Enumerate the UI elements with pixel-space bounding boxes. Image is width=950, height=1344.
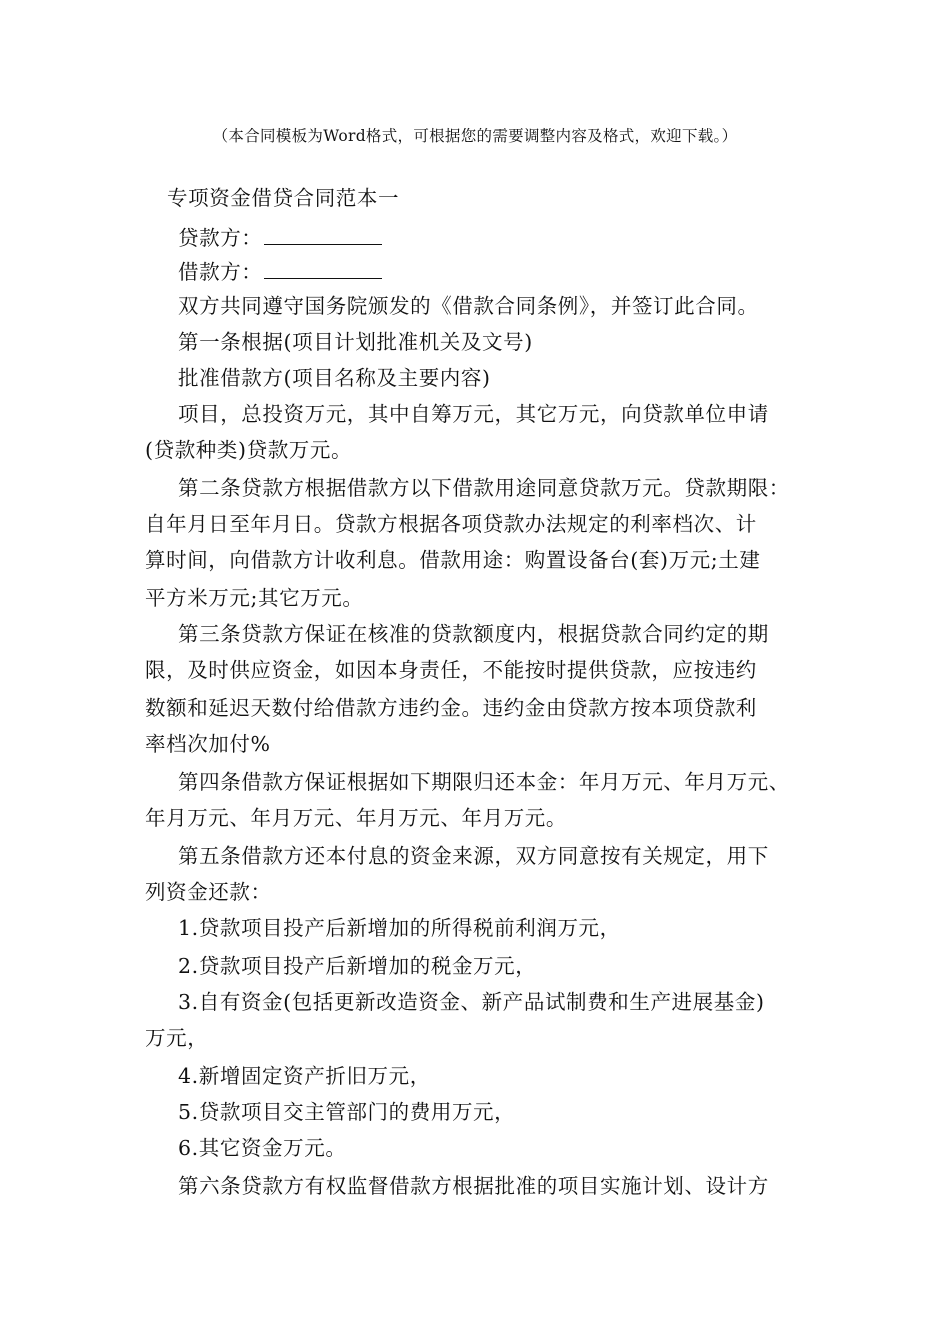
paragraph-line: 第六条贷款方有权监督借款方根据批准的项目实施计划、设计方	[178, 1174, 769, 1198]
paragraph-line: 率档次加付%	[145, 732, 271, 756]
document-title: 专项资金借贷合同范本一	[167, 186, 400, 210]
paragraph-line: 自年月日至年月日。贷款方根据各项贷款办法规定的利率档次、计	[145, 512, 757, 536]
lender-blank-line	[264, 226, 382, 245]
paragraph-line: 双方共同遵守国务院颁发的《借款合同条例》，并签订此合同。	[178, 294, 759, 318]
paragraph-line: 1.贷款项目投产后新增加的所得税前利润万元，	[178, 916, 621, 940]
paragraph-line: 5.贷款项目交主管部门的费用万元，	[178, 1100, 516, 1124]
paragraph-line: 万元，	[145, 1026, 209, 1050]
borrower-blank-line	[264, 260, 382, 279]
paragraph-line: 数额和延迟天数付给借款方违约金。违约金由贷款方按本项贷款利	[145, 696, 757, 720]
paragraph-line: 第二条贷款方根据借款方以下借款用途同意贷款万元。贷款期限：	[178, 476, 790, 500]
paragraph-line: 2.贷款项目投产后新增加的税金万元，	[178, 954, 537, 978]
paragraph-line: 列资金还款：	[145, 880, 272, 904]
paragraph-line: 限，及时供应资金，如因本身责任，不能按时提供贷款，应按违约	[145, 658, 757, 682]
paragraph-line: 第三条贷款方保证在核准的贷款额度内，根据贷款合同约定的期	[178, 622, 769, 646]
paragraph-line: 3.自有资金(包括更新改造资金、新产品试制费和生产进展基金)	[178, 990, 765, 1014]
paragraph-line: 第一条根据(项目计划批准机关及文号)	[178, 330, 533, 354]
paragraph-line: (贷款种类)贷款万元。	[145, 438, 353, 462]
paragraph-line: 年月万元、年月万元、年月万元、年月万元。	[145, 806, 567, 830]
paragraph-line: 批准借款方(项目名称及主要内容)	[178, 366, 491, 390]
paragraph-line: 第五条借款方还本付息的资金来源，双方同意按有关规定，用下	[178, 844, 769, 868]
paragraph-line: 项目，总投资万元，其中自筹万元，其它万元，向贷款单位申请	[178, 402, 769, 426]
paragraph-line: 算时间，向借款方计收利息。借款用途：购置设备台(套)万元;土建	[145, 548, 761, 572]
paragraph-line: 4.新增固定资产折旧万元，	[178, 1064, 431, 1088]
lender-label: 贷款方：	[178, 226, 263, 250]
borrower-label: 借款方：	[178, 260, 263, 284]
paragraph-line: 平方米万元;其它万元。	[145, 586, 364, 610]
borrower-field	[178, 258, 382, 286]
paragraph-line: 6.其它资金万元。	[178, 1136, 347, 1160]
template-note: （本合同模板为Word格式，可根据您的需要调整内容及格式，欢迎下载。）	[212, 127, 738, 145]
lender-field	[178, 224, 382, 252]
paragraph-line: 第四条借款方保证根据如下期限归还本金：年月万元、年月万元、	[178, 770, 790, 794]
